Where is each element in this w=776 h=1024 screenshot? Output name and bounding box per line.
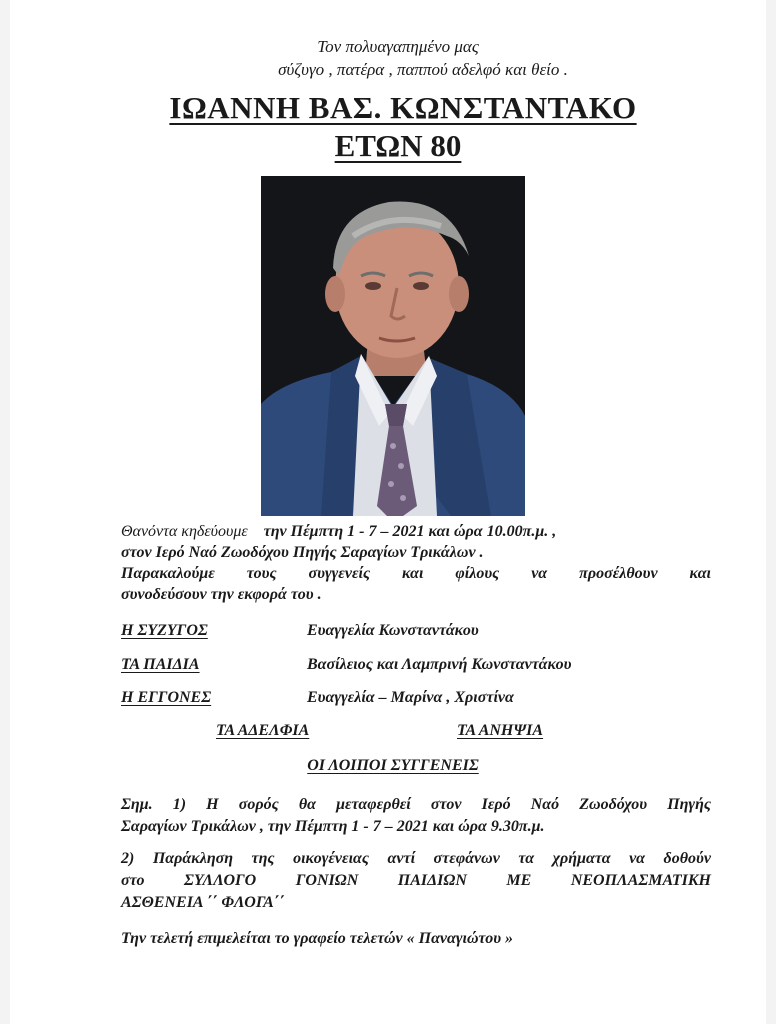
deceased-name: ΙΩΑΝΝΗ ΒΑΣ. ΚΩΝΣΤΑΝΤΑΚΟ: [169, 90, 637, 125]
mourner-label: ΤΑ ΠΑΙΔΙΑ: [121, 656, 200, 673]
note-1: [121, 794, 711, 838]
funeral-lead: Θανόντα κηδεύουμε: [121, 523, 248, 540]
mourner-label: Η ΣΥΖΥΓΟΣ: [121, 622, 208, 639]
mourner-value: Ευαγγελία – Μαρίνα , Χριστίνα: [307, 689, 514, 706]
intro-line-2: σύζυγο , πατέρα , παππού αδελφό και θείο .: [278, 60, 568, 79]
note-2-line-3: ΑΣΘΕΝΕΙΑ ΄΄ ΦΛΟΓΑ΄΄: [121, 894, 285, 911]
note-1-line-1: Σημ. 1) Η σορός θα μεταφερθεί στον Ιερό Ναό Ζωοδόχου Πηγής: [121, 796, 711, 813]
mourner-value: Βασίλειος και Λαμπρινή Κωνσταντάκου: [307, 656, 572, 673]
mourner-value: Ευαγγελία Κωνσταντάκου: [307, 622, 479, 639]
siblings-label: ΤΑ ΑΔΕΛΦΙΑ: [216, 722, 310, 739]
note-2-line-1: 2) Παράκληση της οικογένειας αντί στεφάνων τα χρήματα να δοθούν: [121, 850, 711, 867]
mourner-label: Η ΕΓΓΟΝΕΣ: [121, 689, 212, 706]
funeral-invite-line-2: συνοδεύσουν την εκφορά του .: [121, 586, 322, 603]
nephews-label: ΤΑ ΑΝΗΨΙΑ: [457, 722, 544, 739]
portrait-photo: [261, 176, 525, 516]
intro-line-1: Τον πολυαγαπημένο μας: [317, 37, 479, 56]
note-2: [121, 848, 711, 914]
other-relatives-label: ΟΙ ΛΟΙΠΟΙ ΣΥΓΓΕΝΕΙΣ: [307, 757, 479, 774]
portrait-illustration: [261, 176, 525, 516]
funeral-invite-line-1: Παρακαλούμε τους συγγενείς και φίλους να προσέλθουν και: [121, 565, 711, 582]
funeral-announcement: [121, 521, 711, 605]
note-1-line-2: Σαραγίων Τρικάλων , την Πέμπτη 1 - 7 – 2021 και ώρα 9.30π.μ.: [121, 818, 545, 835]
deceased-age: ΕΤΩΝ 80: [334, 128, 462, 163]
note-2-line-2: στο ΣΥΛΛΟΓΟ ΓΟΝΙΩΝ ΠΑΙΔΙΩΝ ΜΕ ΝΕΟΠΛΑΣΜΑΤΙΚΗ: [121, 872, 711, 889]
funeral-location: στον Ιερό Ναό Ζωοδόχου Πηγής Σαραγίων Τρικάλων .: [121, 544, 484, 561]
note-3: Την τελετή επιμελείται το γραφείο τελετών « Παναγιώτου »: [121, 930, 514, 947]
funeral-datetime: την Πέμπτη 1 - 7 – 2021 και ώρα 10.00π.μ. ,: [263, 523, 557, 540]
